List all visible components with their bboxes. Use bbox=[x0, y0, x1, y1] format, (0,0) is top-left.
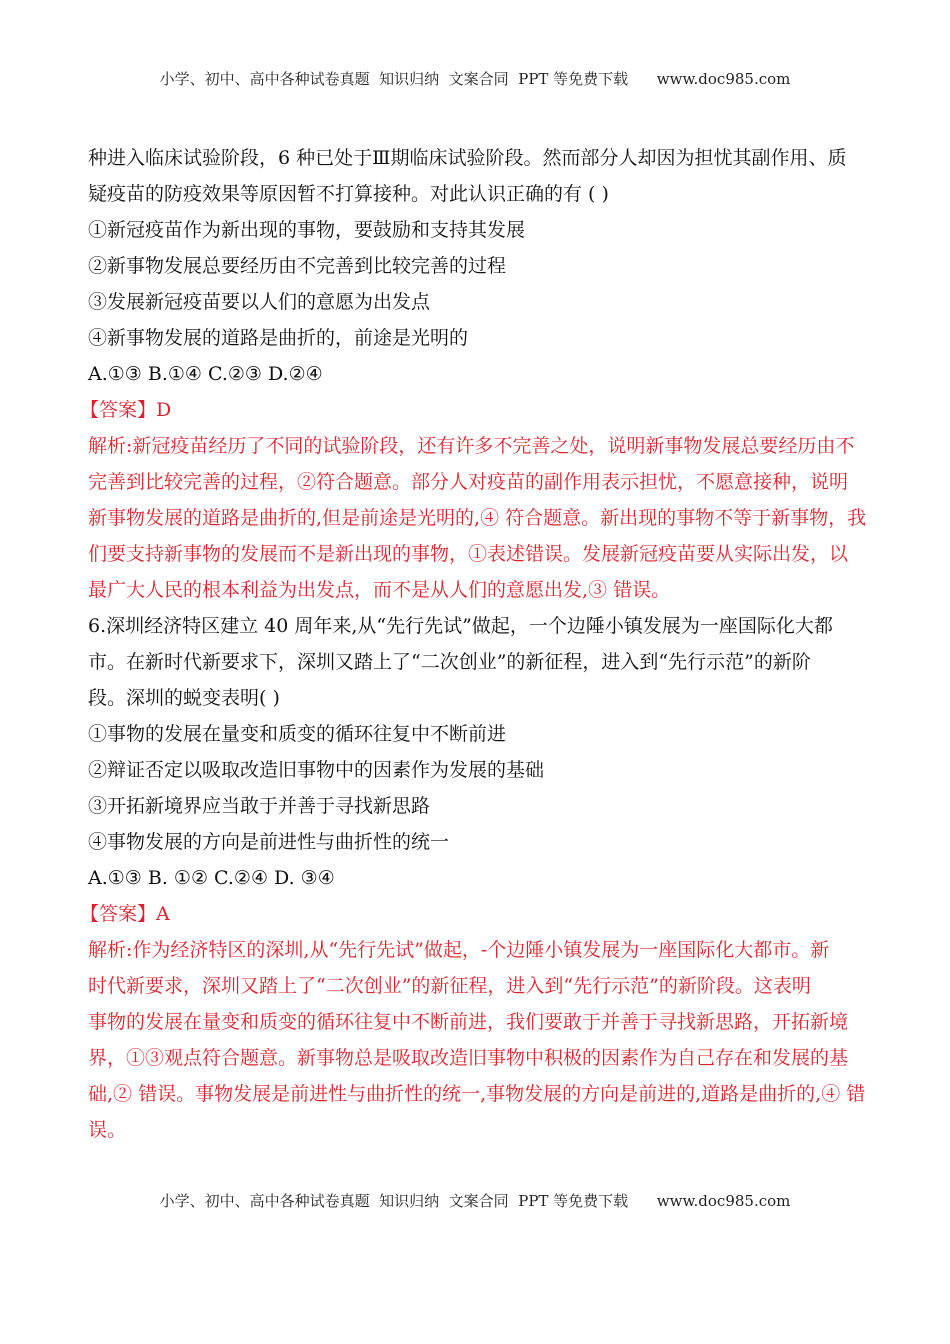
q5-analysis-line: 完善到比较完善的过程，②符合题意。部分人对疫苗的副作用表示担忧，不愿意接种，说明 bbox=[88, 471, 849, 493]
q5-stem-line: 种进入临床试验阶段，6 种已处于Ⅲ期临床试验阶段。然而部分人却因为担忧其副作用、质 bbox=[88, 147, 847, 169]
q5-analysis-line: 新事物发展的道路是曲折的,但是前途是光明的,④ 符合题意。新出现的事物不等于新事物，我 bbox=[88, 507, 867, 529]
q6-analysis-line: 界，①③观点符合题意。新事物总是吸取改造旧事物中积极的因素作为自己存在和发展的基 bbox=[88, 1047, 849, 1069]
q6-analysis-line: 础,② 错误。事物发展是前进性与曲折性的统一,事物发展的方向是前进的,道路是曲折的,④ 错 bbox=[88, 1083, 866, 1105]
q5-answer: 【答案】D bbox=[80, 399, 172, 421]
q6-option: ③开拓新境界应当敢于并善于寻找新思路 bbox=[88, 795, 431, 817]
q6-analysis-line: 解析:作为经济特区的深圳,从“先行先试”做起，-个边陲小镇发展为一座国际化大都市。新 bbox=[88, 939, 830, 961]
q5-option: ④新事物发展的道路是曲折的，前途是光明的 bbox=[88, 327, 469, 349]
q5-stem-line: 疑疫苗的防疫效果等原因暂不打算接种。对此认识正确的有 ( ) bbox=[88, 183, 609, 205]
q5-analysis-line: 们要支持新事物的发展而不是新出现的事物，①表述错误。发展新冠疫苗要从实际出发，以 bbox=[88, 543, 849, 565]
q5-option: ②新事物发展总要经历由不完善到比较完善的过程 bbox=[88, 255, 507, 277]
page-header: 小学、初中、高中各种试卷真题 知识归纳 文案合同 PPT 等免费下载 www.doc985.com bbox=[159, 70, 791, 88]
q6-analysis-line: 时代新要求，深圳又踏上了“二次创业”的新征程，进入到“先行示范”的新阶段。这表明 bbox=[88, 975, 811, 997]
q6-stem-line: 市。在新时代新要求下，深圳又踏上了“二次创业”的新征程，进入到“先行示范”的新阶 bbox=[88, 651, 811, 673]
q6-analysis-line: 事物的发展在量变和质变的循环往复中不断前进，我们要敢于并善于寻找新思路，开拓新境 bbox=[88, 1011, 849, 1033]
q5-choices: A.①③ B.①④ C.②③ D.②④ bbox=[88, 363, 323, 385]
q5-analysis-line: 解析:新冠疫苗经历了不同的试验阶段，还有许多不完善之处，说明新事物发展总要经历由不 bbox=[88, 435, 855, 457]
q6-stem-line: 6.深圳经济特区建立 40 周年来,从“先行先试”做起，一个边陲小镇发展为一座国际化大都 bbox=[88, 615, 833, 637]
document-body bbox=[80, 140, 867, 1148]
q6-option: ②辩证否定以吸取改造旧事物中的因素作为发展的基础 bbox=[88, 759, 545, 781]
q6-analysis-line: 误。 bbox=[88, 1119, 127, 1141]
q6-answer: 【答案】A bbox=[80, 903, 170, 925]
q6-option: ①事物的发展在量变和质变的循环往复中不断前进 bbox=[88, 723, 507, 745]
q6-choices: A.①③ B. ①② C.②④ D. ③④ bbox=[88, 867, 335, 889]
page-footer: 小学、初中、高中各种试卷真题 知识归纳 文案合同 PPT 等免费下载 www.doc985.com bbox=[159, 1192, 791, 1210]
q5-analysis-line: 最广大人民的根本利益为出发点，而不是从人们的意愿出发,③ 错误。 bbox=[88, 579, 671, 601]
q5-option: ①新冠疫苗作为新出现的事物，要鼓励和支持其发展 bbox=[88, 219, 526, 241]
q6-stem-line: 段。深圳的蜕变表明( ) bbox=[88, 687, 280, 709]
q5-option: ③发展新冠疫苗要以人们的意愿为出发点 bbox=[88, 291, 431, 313]
q6-option: ④事物发展的方向是前进性与曲折性的统一 bbox=[88, 831, 450, 853]
